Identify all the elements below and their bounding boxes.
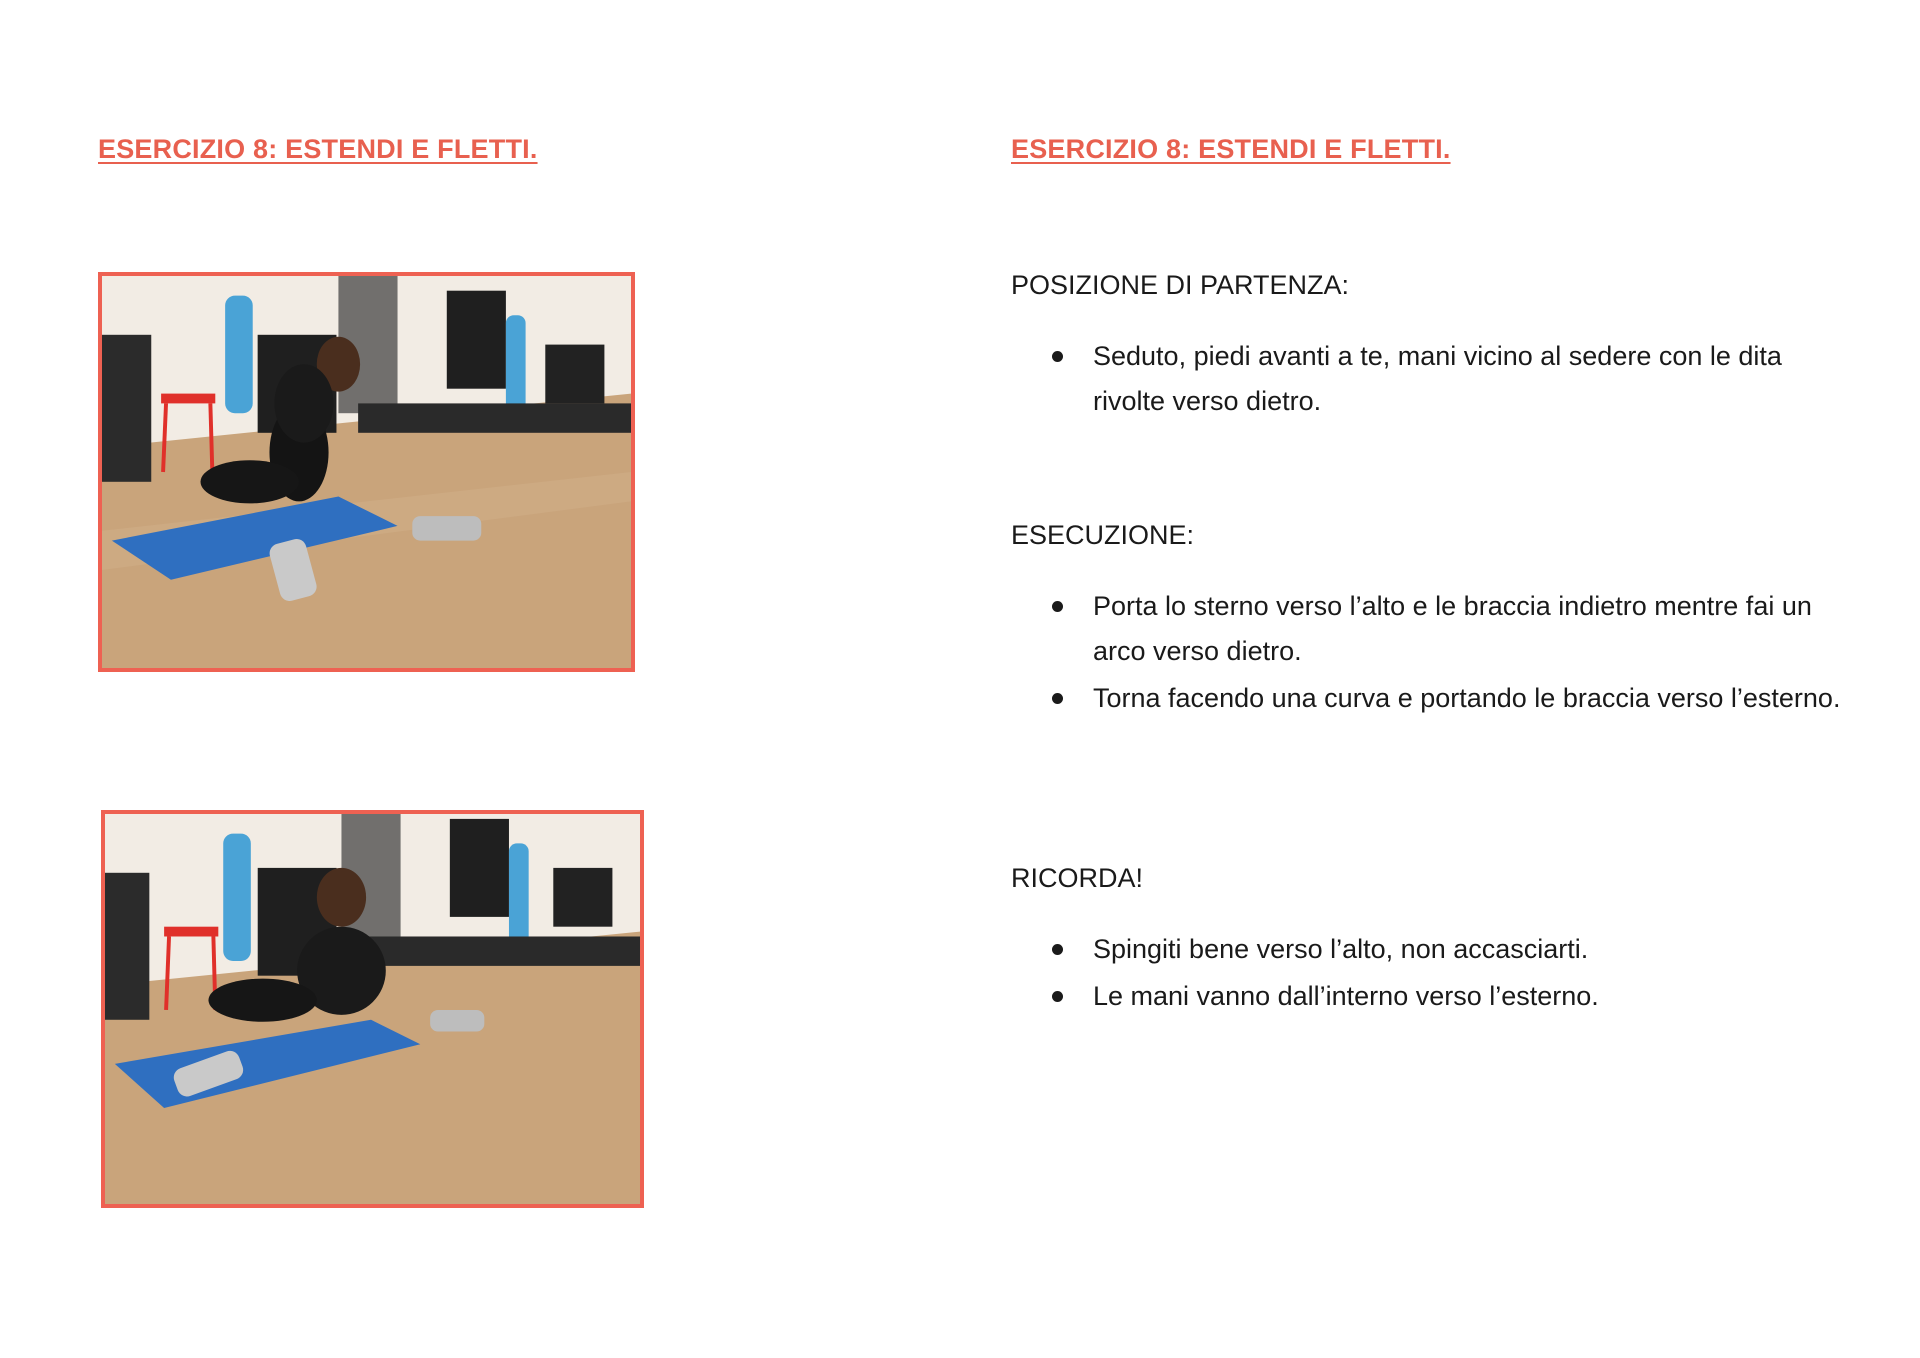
list-item-text: Porta lo sterno verso l’alto e le braccia indietro mentre fai un arco verso dietro. bbox=[1093, 591, 1812, 666]
list-ricorda bbox=[1011, 927, 1861, 1021]
exercise-photo-1 bbox=[98, 272, 635, 672]
exercise-photo-2 bbox=[101, 810, 644, 1208]
list-item-text: Le mani vanno dall’interno verso l’esterno. bbox=[1093, 981, 1599, 1011]
bullet-icon bbox=[1052, 991, 1063, 1002]
bullet-icon bbox=[1052, 601, 1063, 612]
list-item bbox=[1011, 676, 1861, 721]
list-item bbox=[1011, 974, 1861, 1019]
section-title-esecuzione: ESECUZIONE: bbox=[1011, 520, 1195, 550]
list-item bbox=[1011, 334, 1861, 424]
list-item-text: Spingiti bene verso l’alto, non accasciarti. bbox=[1093, 934, 1589, 964]
bullet-icon bbox=[1052, 693, 1063, 704]
list-item bbox=[1011, 584, 1861, 674]
right-heading: ESERCIZIO 8: ESTENDI E FLETTI. bbox=[1011, 134, 1451, 164]
list-partenza bbox=[1011, 334, 1861, 426]
section-title-partenza: POSIZIONE DI PARTENZA: bbox=[1011, 270, 1350, 300]
left-heading: ESERCIZIO 8: ESTENDI E FLETTI. bbox=[98, 134, 538, 164]
list-item-text: Torna facendo una curva e portando le braccia verso l’esterno. bbox=[1093, 683, 1841, 713]
bullet-icon bbox=[1052, 351, 1063, 362]
bullet-icon bbox=[1052, 944, 1063, 955]
list-item-text: Seduto, piedi avanti a te, mani vicino al sedere con le dita rivolte verso dietro. bbox=[1093, 341, 1782, 416]
list-esecuzione bbox=[1011, 584, 1861, 723]
list-item bbox=[1011, 927, 1861, 972]
section-title-ricorda: RICORDA! bbox=[1011, 863, 1144, 893]
